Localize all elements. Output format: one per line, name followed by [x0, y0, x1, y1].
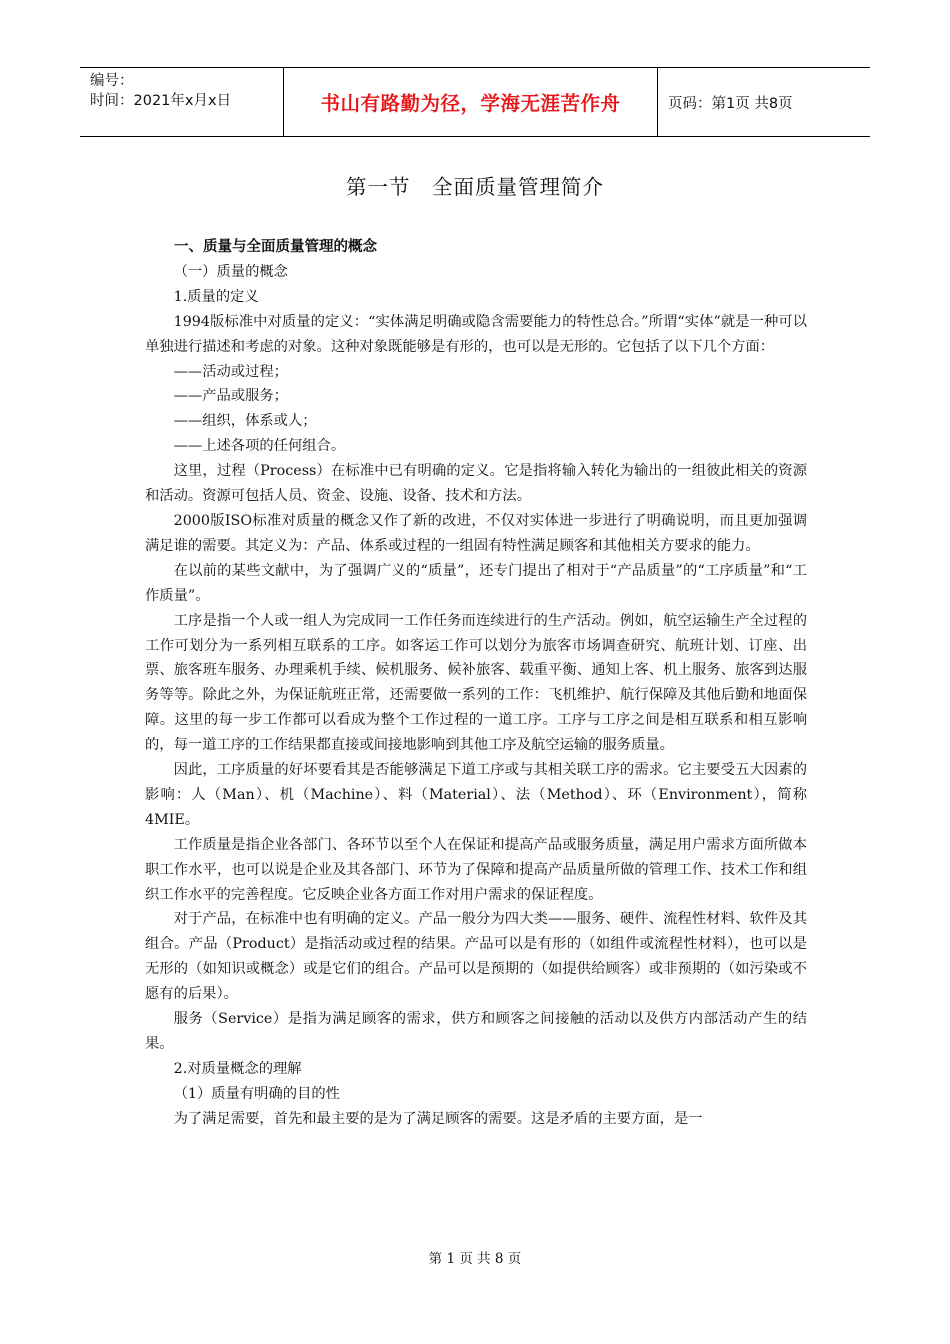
header-info-cell [80, 68, 284, 136]
page-footer: 第 1 页 共 8 页 [428, 1251, 522, 1267]
paragraph: 工作质量是指企业各部门、各环节以至个人在保证和提高产品或服务质量，满足用户需求方面所做本职工作水平，也可以说是企业及其各部门、环节为了保障和提高产品质量所做的管理工作、技术工作和组织工作水平的完善程度。它反映企业各方面工作对用户需求的保证程度。 [145, 836, 807, 903]
paragraph: 在以前的某些文献中，为了强调广义的“质量”，还专门提出了相对于“产品质量”的“工序质量”和“工作质量”。 [145, 562, 807, 604]
document-body [145, 235, 807, 1132]
section-title: 第一节 全面质量管理简介 [346, 175, 604, 199]
paragraph: 这里，过程（Process）在标准中已有明确的定义。它是指将输入转化为输出的一组彼此相关的资源和活动。资源可包括人员、资金、设施、设备、技术和方法。 [145, 463, 807, 505]
header-motto-cell [284, 68, 658, 136]
header-page-cell [658, 68, 870, 136]
header-page-info: 页码：第1页 共8页 [668, 95, 793, 112]
date-label: 时间：2021年x月x日 [90, 93, 232, 109]
paragraph: 为了满足需要，首先和最主要的是为了满足顾客的需要。这是矛盾的主要方面，是一 [173, 1110, 703, 1127]
paragraph: 服务（Service）是指为满足顾客的需求，供方和顾客之间接触的活动以及供方内部活动产生的结果。 [145, 1011, 807, 1052]
serial-number-label: 编号： [90, 73, 134, 89]
heading-1: 一、质量与全面质量管理的概念 [174, 239, 377, 255]
paragraph: 工序是指一个人或一组人为完成同一工作任务而连续进行的生产活动。例如，航空运输生产全过程的工作可划分为一系列相互联系的工序。如客运工作可以划分为旅客市场调查研究、航班计划、订座、出票、旅客班车服务、办理乘机手续、候机服务、候补旅客、载重平衡、通知上客、机上服务、旅客到达服务等等。除此之外，为保证航班正常，还需要做一系列的工作：飞机维护、航行保障及其他后勤和地面保障。这里的每一步工作都可以看成为整个工作过程的一道工序。工序与工序之间是相互联系和相互影响的，每一道工序的工作结果都直接或间接地影响到其他工序及航空运输的服务质量。 [145, 612, 807, 754]
heading-4: （1）质量有明确的目的性 [173, 1085, 340, 1102]
paragraph: 对于产品，在标准中也有明确的定义。产品一般分为四大类——服务、硬件、流程性材料、软件及其组合。产品（Product）是指活动或过程的结果。产品可以是有形的（如组件或流程性材料），也可以是无形的（如知识或概念）或是它们的组合。产品可以是预期的（如提供给顾客）或非预期的（如污染或不愿有的后果）。 [145, 911, 807, 1003]
header-motto: 书山有路勤为径，学海无涯苦作舟 [320, 92, 621, 115]
document-header [80, 67, 870, 137]
heading-3: 1.质量的定义 [173, 288, 259, 305]
list-item: ——活动或过程； [173, 363, 288, 380]
heading-2: （一）质量的概念 [173, 263, 288, 280]
list-item: ——上述各项的任何组合。 [173, 438, 346, 455]
list-item: ——产品或服务； [173, 388, 288, 405]
paragraph: 1994版标准中对质量的定义：“实体满足明确或隐含需要能力的特性总合。”所谓“实体”就是一种可以单独进行描述和考虑的对象。这种对象既能够是有形的，也可以是无形的。它包括了以下几个方面： [145, 313, 807, 355]
heading-3: 2.对质量概念的理解 [173, 1060, 302, 1077]
list-item: ——组织，体系或人； [173, 413, 317, 430]
paragraph: 2000版ISO标准对质量的概念又作了新的改进，不仅对实体进一步进行了明确说明，而且更加强调满足谁的需要。其定义为：产品、体系或过程的一组固有特性满足顾客和其他相关方要求的能力。 [145, 512, 807, 554]
paragraph: 因此，工序质量的好坏要看其是否能够满足下道工序或与其相关联工序的需求。它主要受五大因素的影响：人（Man）、机（Machine）、料（Material）、法（Method）、环（Environment），简称4MIE。 [145, 762, 807, 828]
